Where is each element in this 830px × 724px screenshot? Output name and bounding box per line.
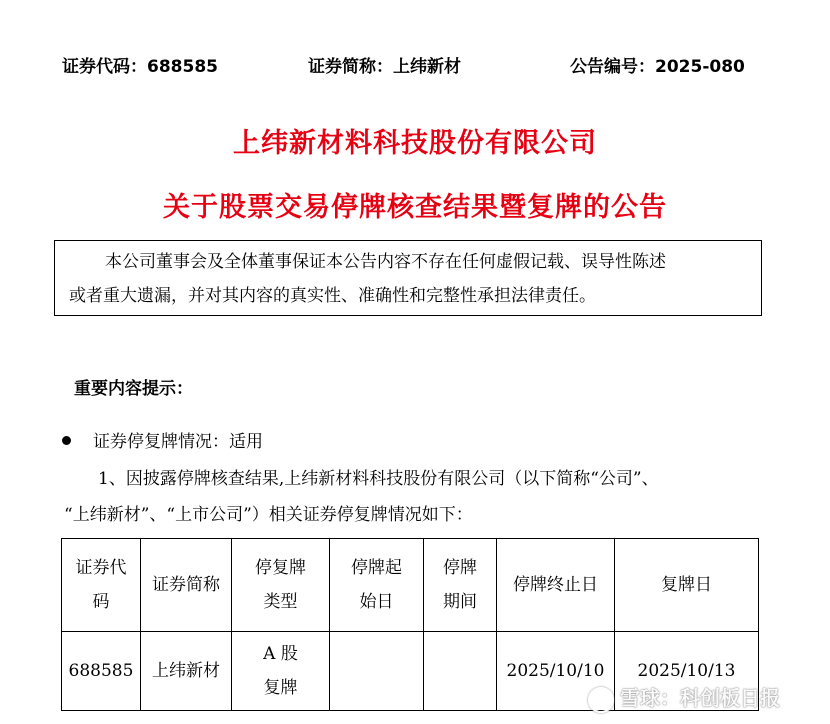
cell-start xyxy=(330,632,424,711)
header-cell: 停复牌 类型 xyxy=(232,539,330,632)
announcement-number: 公告编号：2025-080 xyxy=(570,57,745,77)
security-abbr: 证券简称：上纬新材 xyxy=(308,57,461,77)
bullet-item xyxy=(62,427,263,452)
header-cell: 证券简称 xyxy=(141,539,232,632)
notice-line-2: 或者重大遗漏，并对其内容的真实性、准确性和完整性承担法律责任。 xyxy=(69,286,596,306)
snowball-logo-icon xyxy=(588,687,614,713)
company-title: 上纬新材料科技股份有限公司 xyxy=(233,128,597,159)
table-header-row xyxy=(62,539,759,632)
watermark xyxy=(588,682,780,714)
header-cell: 停牌 期间 xyxy=(424,539,497,632)
paragraph-line-2: “上纬新材”、“上市公司”）相关证券停复牌情况如下： xyxy=(64,505,473,525)
bullet-icon xyxy=(62,436,71,445)
cell-code: 688585 xyxy=(62,632,141,711)
header-cell: 复牌日 xyxy=(615,539,759,632)
header-cell: 证券代 码 xyxy=(62,539,141,632)
cell-type: A 股 复牌 xyxy=(232,632,330,711)
bullet-text: 证券停复牌情况：适用 xyxy=(93,432,263,452)
security-code: 证券代码：688585 xyxy=(62,57,218,77)
cell-resume: 2025/10/13 xyxy=(615,632,759,711)
important-heading: 重要内容提示： xyxy=(74,379,193,399)
header-cell: 停牌终止日 xyxy=(497,539,615,632)
watermark-text: 雪球：科创板日报 xyxy=(620,686,780,710)
notice-box xyxy=(54,240,762,316)
header-line xyxy=(62,52,752,80)
paragraph-line-1: 1、因披露停牌核查结果,上纬新材料科技股份有限公司（以下简称“公司”、 xyxy=(98,469,659,489)
cell-end: 2025/10/10 xyxy=(497,632,615,711)
cell-abbr: 上纬新材 xyxy=(141,632,232,711)
notice-line-1: 本公司董事会及全体董事保证本公告内容不存在任何虚假记载、误导性陈述 xyxy=(105,252,666,272)
announcement-title: 关于股票交易停牌核查结果暨复牌的公告 xyxy=(163,192,667,223)
cell-period xyxy=(424,632,497,711)
header-cell: 停牌起 始日 xyxy=(330,539,424,632)
